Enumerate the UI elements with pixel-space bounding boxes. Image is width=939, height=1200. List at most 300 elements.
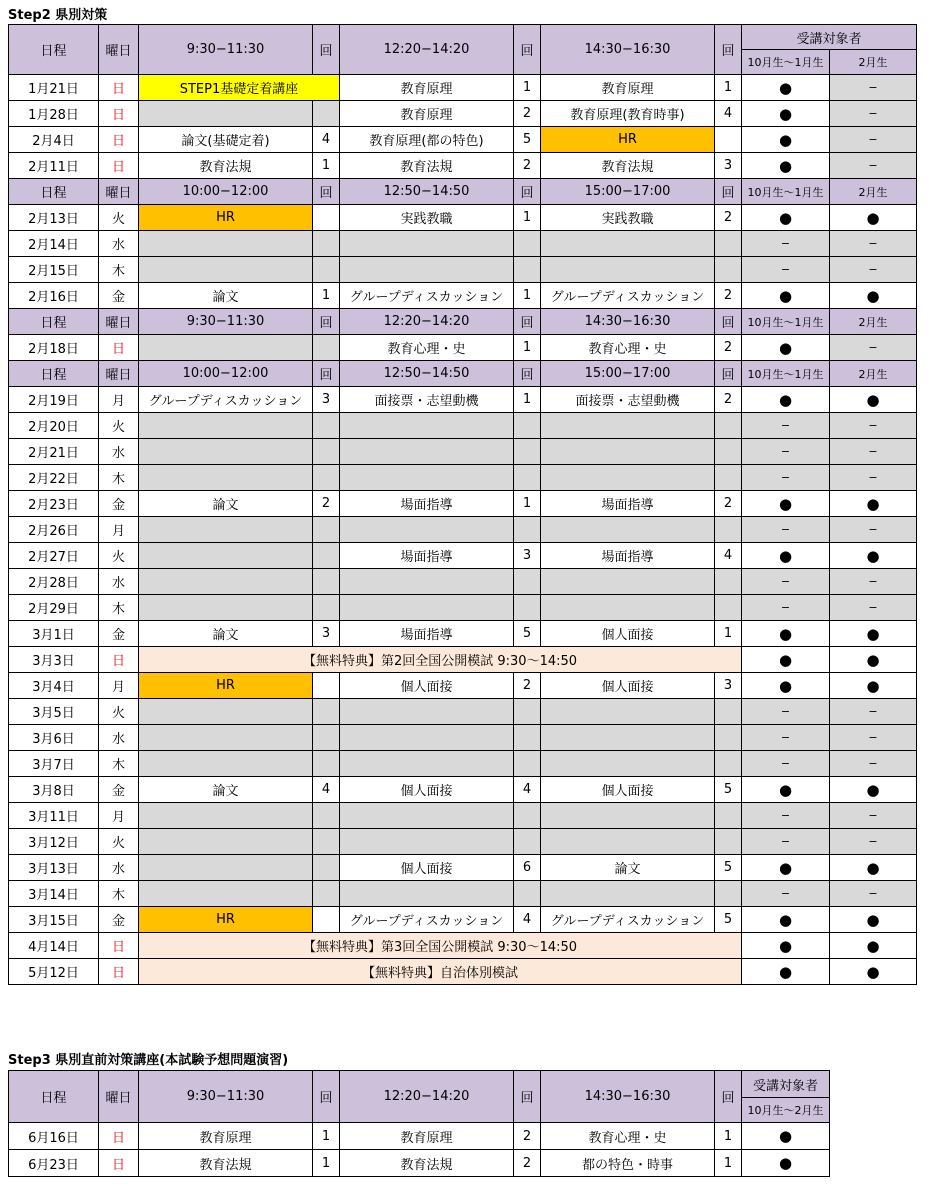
table-row: [9, 543, 917, 569]
header-slot2: 12:20−14:20: [340, 1071, 514, 1123]
header-date: 日程: [9, 309, 99, 335]
slot2-cell: 実践教職: [340, 205, 514, 231]
table-header-row: [9, 179, 917, 205]
slot2-count-cell: 6: [514, 855, 541, 881]
slot3-cell: 教育原理: [541, 75, 715, 101]
target-oct-jan-mark: −: [742, 751, 830, 777]
empty-slot-cell: [340, 803, 514, 829]
slot3-cell: グループディスカッション: [541, 283, 715, 309]
target-oct-jan-mark: −: [742, 595, 830, 621]
slot2-cell: 教育原理(都の特色): [340, 127, 514, 153]
special-event-cell: 【無料特典】自治体別模試: [139, 959, 742, 985]
target-oct-jan-mark: ●: [742, 673, 830, 699]
step3-title: Step3 県別直前対策講座(本試験予想問題演習): [8, 1053, 289, 1068]
table-row: [9, 335, 917, 361]
table-row: [9, 1150, 830, 1177]
slot2-count-cell: 2: [514, 1150, 541, 1177]
date-cell: 2月28日: [9, 569, 99, 595]
slot3-cell: 教育心理・史: [541, 1123, 715, 1150]
slot3-count-cell: 2: [715, 491, 742, 517]
target-oct-jan-mark: ●: [742, 335, 830, 361]
table-row: [9, 569, 917, 595]
slot3-cell: 個人面接: [541, 673, 715, 699]
table-row: [9, 881, 917, 907]
target-oct-jan-mark: ●: [742, 777, 830, 803]
table-row: [9, 491, 917, 517]
slot2-cell: グループディスカッション: [340, 283, 514, 309]
slot2-count-cell: 3: [514, 543, 541, 569]
slot1-cell: 教育原理: [139, 1123, 313, 1150]
slot3-count-cell: 1: [715, 1150, 742, 1177]
empty-slot-cell: [340, 569, 514, 595]
empty-slot-cell: [541, 517, 715, 543]
date-cell: 6月16日: [9, 1123, 99, 1150]
weekday-cell: 火: [99, 205, 139, 231]
empty-slot-cell: [313, 803, 340, 829]
empty-slot-cell: [313, 439, 340, 465]
empty-slot-cell: [715, 699, 742, 725]
empty-slot-cell: [313, 413, 340, 439]
target-oct-jan-mark: −: [742, 257, 830, 283]
weekday-cell: 金: [99, 777, 139, 803]
empty-slot-cell: [340, 439, 514, 465]
empty-slot-cell: [139, 881, 313, 907]
slot3-count-cell: 1: [715, 1123, 742, 1150]
header-count3: 回: [715, 1071, 742, 1123]
slot2-cell: 教育法規: [340, 153, 514, 179]
header-count1: 回: [313, 179, 340, 205]
table-row: [9, 387, 917, 413]
empty-slot-cell: [715, 751, 742, 777]
target-oct-jan-mark: ●: [742, 907, 830, 933]
table-row: [9, 517, 917, 543]
target-feb-mark: −: [830, 699, 917, 725]
empty-slot-cell: [139, 257, 313, 283]
date-cell: 2月22日: [9, 465, 99, 491]
target-feb-mark: −: [830, 153, 917, 179]
slot2-count-cell: 5: [514, 621, 541, 647]
slot3-count-cell: 3: [715, 153, 742, 179]
empty-slot-cell: [514, 569, 541, 595]
empty-slot-cell: [139, 595, 313, 621]
table-row: [9, 153, 917, 179]
target-feb-mark: −: [830, 231, 917, 257]
slot3-cell: グループディスカッション: [541, 907, 715, 933]
empty-slot-cell: [139, 751, 313, 777]
slot1-count-cell: 3: [313, 387, 340, 413]
slot3-count-cell: 3: [715, 673, 742, 699]
target-oct-jan-mark: −: [742, 699, 830, 725]
table-row: [9, 673, 917, 699]
header-slot3: 15:00−17:00: [541, 179, 715, 205]
slot3-count-cell: 1: [715, 75, 742, 101]
empty-slot-cell: [313, 465, 340, 491]
slot1-cell: 教育法規: [139, 1150, 313, 1177]
empty-slot-cell: [514, 439, 541, 465]
empty-slot-cell: [340, 257, 514, 283]
target-oct-jan-mark: −: [742, 803, 830, 829]
weekday-cell: 火: [99, 543, 139, 569]
header-count3: 回: [715, 361, 742, 387]
empty-slot-cell: [715, 465, 742, 491]
date-cell: 3月4日: [9, 673, 99, 699]
slot2-count-cell: 2: [514, 101, 541, 127]
header-count1: 回: [313, 1071, 340, 1123]
slot2-cell: 個人面接: [340, 777, 514, 803]
header-slot3: 14:30−16:30: [541, 1071, 715, 1123]
slot1-count-cell: 1: [313, 283, 340, 309]
header-oct-jan: 10月生〜1月生: [742, 50, 830, 75]
target-feb-mark: ●: [830, 491, 917, 517]
header-feb: 2月生: [830, 50, 917, 75]
table-row: [9, 231, 917, 257]
slot2-cell: 場面指導: [340, 491, 514, 517]
slot3-cell: 都の特色・時事: [541, 1150, 715, 1177]
target-feb-mark: −: [830, 75, 917, 101]
weekday-cell: 日: [99, 933, 139, 959]
step3-schedule-table: [8, 1070, 830, 1177]
weekday-cell: 水: [99, 231, 139, 257]
header-day: 曜日: [99, 1071, 139, 1123]
empty-slot-cell: [313, 231, 340, 257]
slot2-cell: 場面指導: [340, 621, 514, 647]
weekday-cell: 水: [99, 855, 139, 881]
table-row: [9, 725, 917, 751]
table-row: [9, 829, 917, 855]
header-slot1: 10:00−12:00: [139, 179, 313, 205]
slot3-count-cell: 5: [715, 907, 742, 933]
date-cell: 1月28日: [9, 101, 99, 127]
slot1-count-cell: [313, 335, 340, 361]
header-count2: 回: [514, 309, 541, 335]
slot1-count-cell: [313, 855, 340, 881]
target-feb-mark: ●: [830, 673, 917, 699]
weekday-cell: 木: [99, 881, 139, 907]
target-oct-jan-mark: −: [742, 829, 830, 855]
table-row: [9, 803, 917, 829]
empty-slot-cell: [541, 595, 715, 621]
date-cell: 3月6日: [9, 725, 99, 751]
table-row: [9, 127, 917, 153]
empty-slot-cell: [715, 803, 742, 829]
weekday-cell: 日: [99, 647, 139, 673]
empty-slot-cell: [514, 751, 541, 777]
empty-slot-cell: [313, 517, 340, 543]
slot2-count-cell: 2: [514, 153, 541, 179]
slot2-count-cell: 1: [514, 335, 541, 361]
table-row: [9, 413, 917, 439]
table-row: [9, 647, 917, 673]
empty-slot-cell: [715, 517, 742, 543]
header-oct-feb: 10月生〜2月生: [742, 1098, 830, 1123]
header-day: 曜日: [99, 179, 139, 205]
date-cell: 2月16日: [9, 283, 99, 309]
target-oct-jan-mark: ●: [742, 647, 830, 673]
date-cell: 2月29日: [9, 595, 99, 621]
slot3-count-cell: 4: [715, 543, 742, 569]
target-feb-mark: −: [830, 881, 917, 907]
empty-slot-cell: [340, 465, 514, 491]
slot1-cell: STEP1基礎定着講座: [139, 75, 340, 101]
target-feb-mark: −: [830, 335, 917, 361]
slot2-cell: 個人面接: [340, 673, 514, 699]
empty-slot-cell: [514, 803, 541, 829]
date-cell: 3月15日: [9, 907, 99, 933]
date-cell: 6月23日: [9, 1150, 99, 1177]
slot2-cell: 教育法規: [340, 1150, 514, 1177]
target-oct-jan-mark: ●: [742, 855, 830, 881]
empty-slot-cell: [541, 803, 715, 829]
header-count3: 回: [715, 179, 742, 205]
empty-slot-cell: [541, 439, 715, 465]
slot1-count-cell: [313, 907, 340, 933]
slot1-cell: 論文(基礎定着): [139, 127, 313, 153]
target-oct-jan-mark: −: [742, 881, 830, 907]
target-oct-jan-mark: ●: [742, 543, 830, 569]
slot3-cell: 場面指導: [541, 491, 715, 517]
weekday-cell: 月: [99, 803, 139, 829]
date-cell: 3月13日: [9, 855, 99, 881]
target-feb-mark: −: [830, 465, 917, 491]
slot2-cell: 教育原理: [340, 1123, 514, 1150]
weekday-cell: 水: [99, 725, 139, 751]
empty-slot-cell: [715, 829, 742, 855]
weekday-cell: 日: [99, 101, 139, 127]
table-row: [9, 595, 917, 621]
date-cell: 2月11日: [9, 153, 99, 179]
table-header-row: [9, 309, 917, 335]
weekday-cell: 日: [99, 1123, 139, 1150]
slot3-cell: 面接票・志望動機: [541, 387, 715, 413]
slot3-cell: 教育原理(教育時事): [541, 101, 715, 127]
empty-slot-cell: [541, 413, 715, 439]
empty-slot-cell: [313, 829, 340, 855]
header-count3: 回: [715, 25, 742, 75]
weekday-cell: 火: [99, 829, 139, 855]
empty-slot-cell: [541, 699, 715, 725]
table-row: [9, 101, 917, 127]
empty-slot-cell: [340, 231, 514, 257]
target-oct-jan-mark: ●: [742, 75, 830, 101]
slot1-cell: 論文: [139, 621, 313, 647]
target-feb-mark: −: [830, 595, 917, 621]
weekday-cell: 木: [99, 465, 139, 491]
slot2-cell: 面接票・志望動機: [340, 387, 514, 413]
header-feb: 2月生: [830, 361, 917, 387]
date-cell: 2月26日: [9, 517, 99, 543]
date-cell: 3月3日: [9, 647, 99, 673]
header-day: 曜日: [99, 361, 139, 387]
slot1-count-cell: [313, 205, 340, 231]
header-count1: 回: [313, 309, 340, 335]
target-oct-feb-mark: ●: [742, 1123, 830, 1150]
slot1-count-cell: 1: [313, 1150, 340, 1177]
weekday-cell: 月: [99, 517, 139, 543]
weekday-cell: 木: [99, 257, 139, 283]
empty-slot-cell: [139, 803, 313, 829]
header-slot1: 9:30−11:30: [139, 309, 313, 335]
weekday-cell: 日: [99, 1150, 139, 1177]
empty-slot-cell: [313, 725, 340, 751]
slot1-cell: 教育法規: [139, 153, 313, 179]
target-oct-jan-mark: −: [742, 517, 830, 543]
table-row: [9, 907, 917, 933]
weekday-cell: 日: [99, 127, 139, 153]
target-oct-jan-mark: −: [742, 439, 830, 465]
target-feb-mark: −: [830, 127, 917, 153]
slot3-cell: 実践教職: [541, 205, 715, 231]
weekday-cell: 日: [99, 959, 139, 985]
weekday-cell: 月: [99, 673, 139, 699]
slot3-cell: 個人面接: [541, 621, 715, 647]
slot2-cell: グループディスカッション: [340, 907, 514, 933]
slot3-count-cell: 5: [715, 777, 742, 803]
slot2-count-cell: 1: [514, 75, 541, 101]
empty-slot-cell: [139, 699, 313, 725]
weekday-cell: 日: [99, 153, 139, 179]
empty-slot-cell: [514, 829, 541, 855]
empty-slot-cell: [139, 725, 313, 751]
target-oct-jan-mark: ●: [742, 101, 830, 127]
empty-slot-cell: [541, 725, 715, 751]
target-feb-mark: ●: [830, 205, 917, 231]
empty-slot-cell: [340, 595, 514, 621]
empty-slot-cell: [340, 829, 514, 855]
target-oct-jan-mark: ●: [742, 491, 830, 517]
table-row: [9, 751, 917, 777]
slot1-cell: HR: [139, 205, 313, 231]
empty-slot-cell: [340, 725, 514, 751]
date-cell: 2月4日: [9, 127, 99, 153]
empty-slot-cell: [514, 231, 541, 257]
target-oct-jan-mark: ●: [742, 283, 830, 309]
weekday-cell: 金: [99, 907, 139, 933]
target-feb-mark: ●: [830, 387, 917, 413]
empty-slot-cell: [139, 231, 313, 257]
weekday-cell: 日: [99, 335, 139, 361]
empty-slot-cell: [514, 595, 541, 621]
empty-slot-cell: [139, 517, 313, 543]
header-slot2: 12:20−14:20: [340, 25, 514, 75]
empty-slot-cell: [139, 465, 313, 491]
target-oct-jan-mark: −: [742, 413, 830, 439]
slot1-count-cell: 1: [313, 153, 340, 179]
slot1-count-cell: [313, 101, 340, 127]
date-cell: 5月12日: [9, 959, 99, 985]
target-feb-mark: −: [830, 257, 917, 283]
header-slot3: 15:00−17:00: [541, 361, 715, 387]
header-count1: 回: [313, 361, 340, 387]
date-cell: 2月14日: [9, 231, 99, 257]
table-row: [9, 959, 917, 985]
header-slot2: 12:50−14:50: [340, 361, 514, 387]
table-row: [9, 283, 917, 309]
table-header-row: [9, 1071, 830, 1098]
header-slot2: 12:20−14:20: [340, 309, 514, 335]
weekday-cell: 火: [99, 413, 139, 439]
table-row: [9, 855, 917, 881]
header-target-students: 受講対象者: [742, 25, 917, 50]
target-oct-jan-mark: ●: [742, 621, 830, 647]
weekday-cell: 水: [99, 439, 139, 465]
empty-slot-cell: [715, 569, 742, 595]
table-row: [9, 777, 917, 803]
slot1-count-cell: 2: [313, 491, 340, 517]
weekday-cell: 日: [99, 75, 139, 101]
table-header-row: [9, 361, 917, 387]
slot1-cell: [139, 855, 313, 881]
empty-slot-cell: [313, 595, 340, 621]
header-feb: 2月生: [830, 309, 917, 335]
empty-slot-cell: [139, 569, 313, 595]
slot3-count-cell: 2: [715, 283, 742, 309]
slot1-count-cell: 1: [313, 1123, 340, 1150]
empty-slot-cell: [541, 569, 715, 595]
target-oct-jan-mark: ●: [742, 959, 830, 985]
header-slot3: 14:30−16:30: [541, 309, 715, 335]
slot2-cell: 教育原理: [340, 75, 514, 101]
target-feb-mark: ●: [830, 959, 917, 985]
empty-slot-cell: [541, 751, 715, 777]
table-row: [9, 205, 917, 231]
empty-slot-cell: [541, 465, 715, 491]
slot2-count-cell: 1: [514, 491, 541, 517]
weekday-cell: 木: [99, 595, 139, 621]
date-cell: 3月11日: [9, 803, 99, 829]
header-feb: 2月生: [830, 179, 917, 205]
target-feb-mark: ●: [830, 283, 917, 309]
target-feb-mark: −: [830, 751, 917, 777]
slot3-count-cell: 4: [715, 101, 742, 127]
target-feb-mark: −: [830, 439, 917, 465]
header-slot1: 9:30−11:30: [139, 1071, 313, 1123]
empty-slot-cell: [541, 231, 715, 257]
header-oct-jan: 10月生〜1月生: [742, 179, 830, 205]
header-slot1: 9:30−11:30: [139, 25, 313, 75]
slot3-cell: 場面指導: [541, 543, 715, 569]
header-count2: 回: [514, 179, 541, 205]
date-cell: 3月5日: [9, 699, 99, 725]
empty-slot-cell: [715, 413, 742, 439]
target-feb-mark: ●: [830, 907, 917, 933]
date-cell: 3月8日: [9, 777, 99, 803]
empty-slot-cell: [313, 699, 340, 725]
date-cell: 2月27日: [9, 543, 99, 569]
empty-slot-cell: [514, 725, 541, 751]
date-cell: 3月12日: [9, 829, 99, 855]
header-count3: 回: [715, 309, 742, 335]
date-cell: 2月21日: [9, 439, 99, 465]
table-header-row: [9, 25, 917, 50]
empty-slot-cell: [715, 231, 742, 257]
slot1-count-cell: [313, 673, 340, 699]
header-oct-jan: 10月生〜1月生: [742, 361, 830, 387]
empty-slot-cell: [340, 751, 514, 777]
table-row: [9, 1123, 830, 1150]
slot3-count-cell: 2: [715, 205, 742, 231]
slot3-cell: 教育法規: [541, 153, 715, 179]
table-row: [9, 933, 917, 959]
empty-slot-cell: [313, 881, 340, 907]
date-cell: 3月1日: [9, 621, 99, 647]
target-feb-mark: ●: [830, 543, 917, 569]
weekday-cell: 金: [99, 621, 139, 647]
empty-slot-cell: [514, 413, 541, 439]
empty-slot-cell: [715, 725, 742, 751]
target-oct-jan-mark: ●: [742, 205, 830, 231]
slot3-cell: 教育心理・史: [541, 335, 715, 361]
header-day: 曜日: [99, 309, 139, 335]
